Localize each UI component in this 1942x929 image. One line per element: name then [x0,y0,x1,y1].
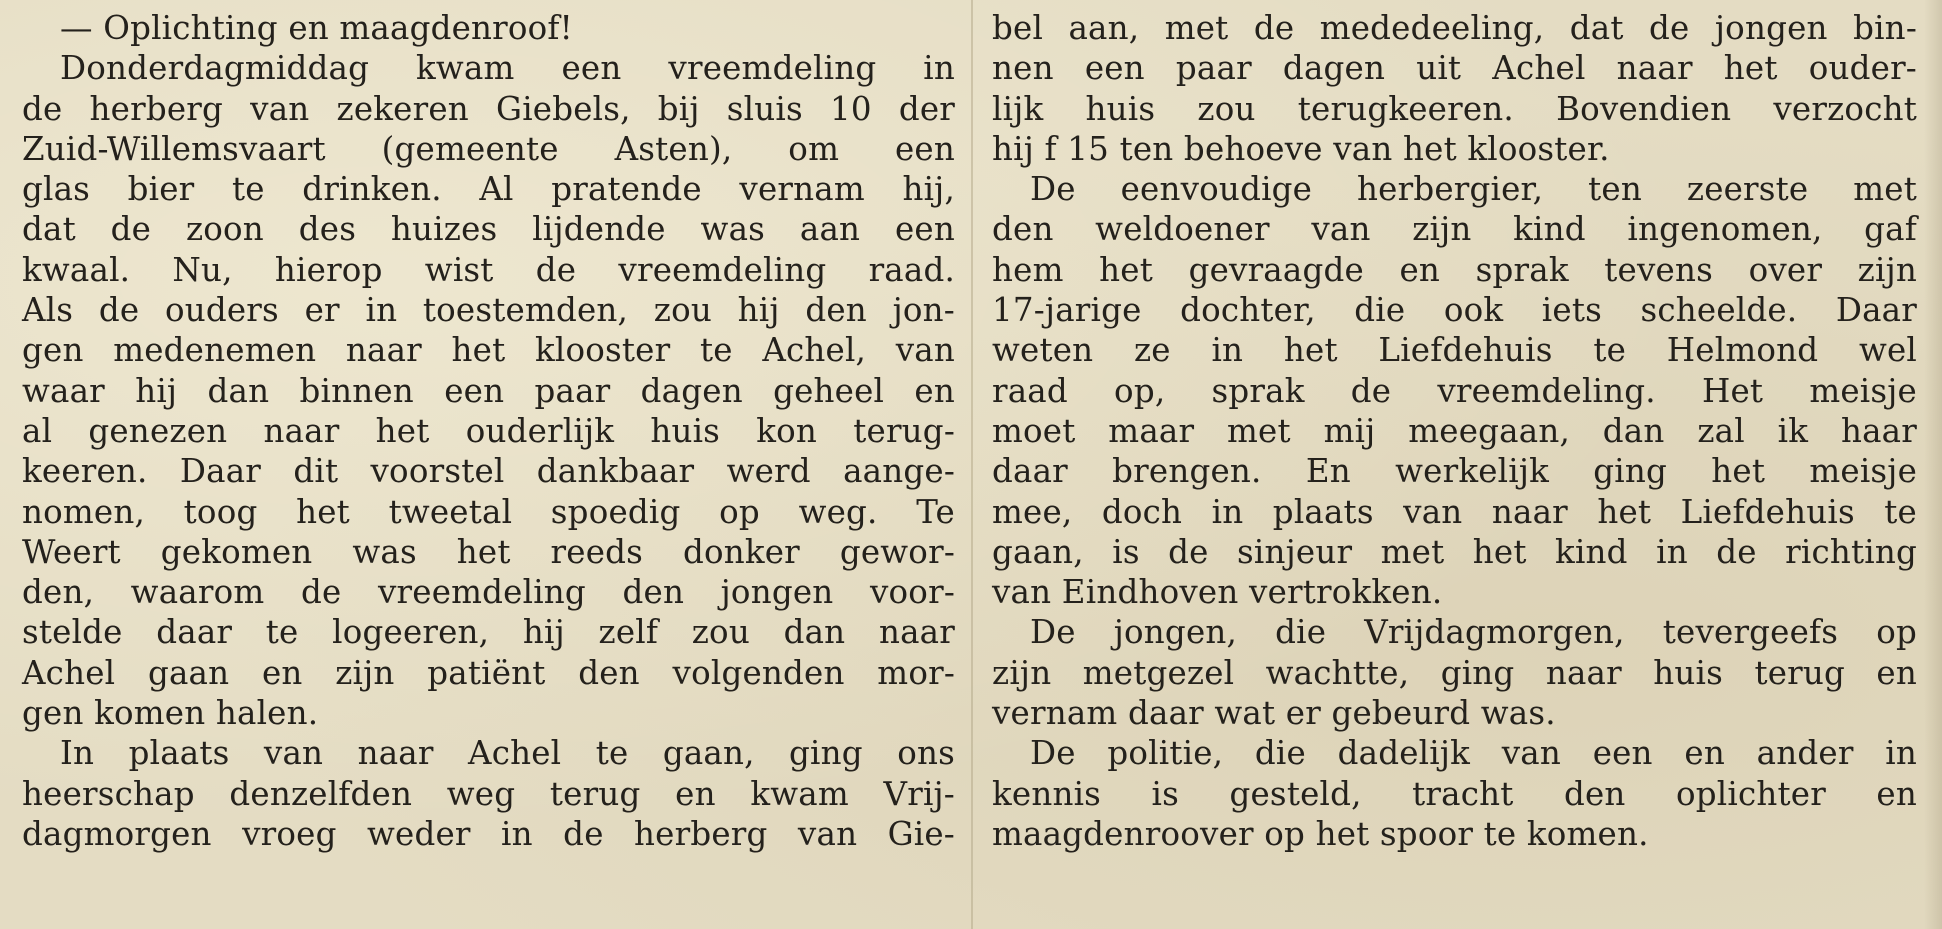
text-line: waar hij dan binnen een paar dagen geheel en [22,371,955,410]
text-line: Als de ouders er in toestemden, zou hij den jon- [22,291,955,330]
text-line: raad op, sprak de vreemdeling. Het meisje [992,371,1917,410]
text-line: moet maar met mij meegaan, dan zal ik haar [992,411,1917,450]
text-line: Achel gaan en zijn patiënt den volgenden mor- [22,653,955,692]
text-line: nomen, toog het tweetal spoedig op weg. Te [22,492,955,531]
text-line: 17-jarige dochter, die ook iets scheelde. Daar [992,291,1917,330]
text-line: Weert gekomen was het reeds donker gewor- [22,532,955,571]
text-line: glas bier te drinken. Al pratende vernam hij, [22,170,955,209]
text-line: hem het gevraagde en sprak tevens over zijn [992,250,1917,289]
text-line: De jongen, die Vrijdagmorgen, tevergeefs op [1030,613,1917,652]
column-divider [971,0,973,929]
text-line: maagdenroover op het spoor te komen. [992,814,1649,853]
text-line: zijn metgezel wachtte, ging naar huis terug en [992,653,1917,692]
text-line: dagmorgen vroeg weder in de herberg van Gie- [22,814,955,853]
text-line: gen medenemen naar het klooster te Achel, van [22,331,955,370]
text-line: de herberg van zekeren Giebels, bij sluis 10 der [22,89,955,128]
text-line: gaan, is de sinjeur met het kind in de richting [992,532,1917,571]
text-line: Zuid-Willemsvaart (gemeente Asten), om een [22,129,955,168]
text-line: mee, doch in plaats van naar het Liefdehuis te [992,492,1917,531]
text-line: den, waarom de vreemdeling den jongen voor- [22,573,955,612]
text-line: kennis is gesteld, tracht den oplichter en [992,774,1917,813]
text-line: In plaats van naar Achel te gaan, ging ons [60,734,955,773]
text-line: lijk huis zou terugkeeren. Bovendien verzocht [992,89,1917,128]
text-line: kwaal. Nu, hierop wist de vreemdeling raad. [22,250,955,289]
text-line: De politie, die dadelijk van een en ander in [1030,734,1917,773]
text-line: De eenvoudige herbergier, ten zeerste met [1030,170,1917,209]
text-line: gen komen halen. [22,694,319,733]
text-line: vernam daar wat er gebeurd was. [992,694,1556,733]
text-line: den weldoener van zijn kind ingenomen, gaf [992,210,1917,249]
article-column-right [992,8,1917,854]
text-line: keeren. Daar dit voorstel dankbaar werd aange- [22,452,955,491]
text-line: daar brengen. En werkelijk ging het meisje [992,452,1917,491]
text-line: Donderdagmiddag kwam een vreemdeling in [60,49,955,88]
text-line: bel aan, met de mededeeling, dat de jongen bin- [992,9,1917,47]
page-edge-shadow [1924,0,1942,929]
text-line: nen een paar dagen uit Achel naar het ouder- [992,49,1917,88]
text-line: van Eindhoven vertrokken. [992,573,1443,612]
text-line: weten ze in het Liefdehuis te Helmond wel [992,331,1917,370]
text-line: hij f 15 ten behoeve van het klooster. [992,129,1610,168]
article-column-left [22,8,955,854]
text-line: al genezen naar het ouderlijk huis kon terug- [22,411,955,450]
text-line: stelde daar te logeeren, hij zelf zou dan naar [22,613,955,652]
text-line: heerschap denzelfden weg terug en kwam Vrij- [22,774,955,813]
text-line: dat de zoon des huizes lijdende was aan een [22,210,955,249]
article-heading: — Oplichting en maagdenroof! [60,9,573,47]
